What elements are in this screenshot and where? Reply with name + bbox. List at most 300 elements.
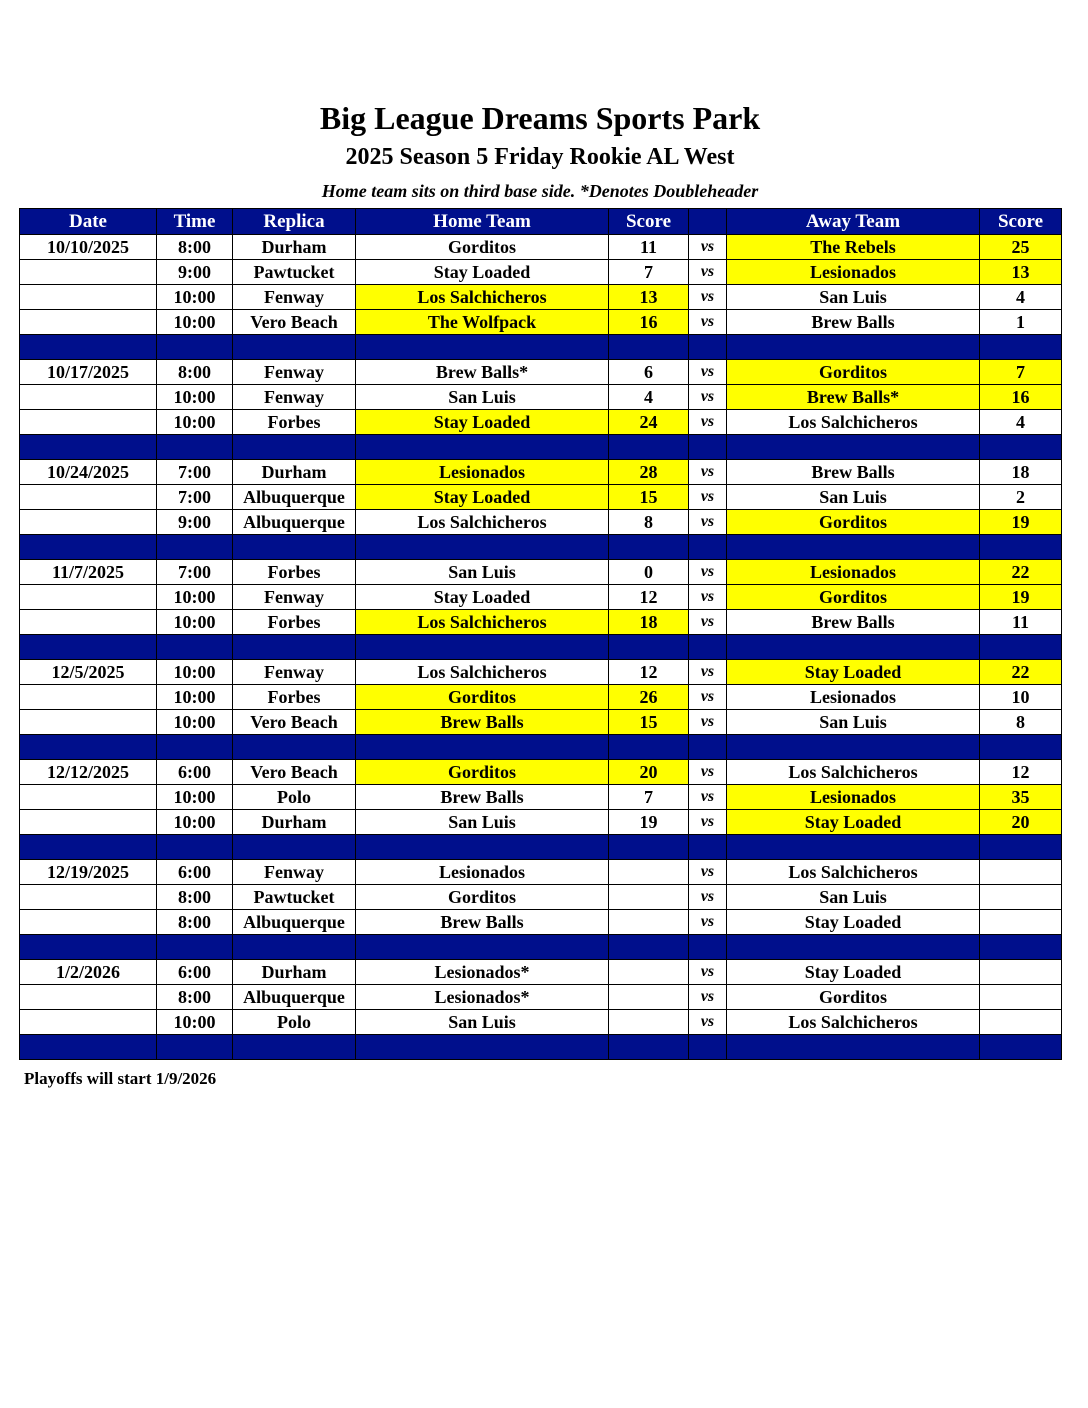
table-row (20, 260, 1062, 285)
time-cell: 10:00 (157, 685, 233, 710)
date-cell (20, 510, 157, 535)
home-score-cell: 20 (609, 760, 689, 785)
away-score-cell (980, 860, 1062, 885)
away-score-cell: 19 (980, 510, 1062, 535)
table-row (20, 985, 1062, 1010)
date-cell: 12/5/2025 (20, 660, 157, 685)
vs-cell: vs (689, 660, 727, 685)
time-cell: 9:00 (157, 260, 233, 285)
date-cell (20, 285, 157, 310)
separator-cell (980, 535, 1062, 560)
replica-cell: Vero Beach (233, 310, 356, 335)
separator-cell (233, 935, 356, 960)
date-cell (20, 310, 157, 335)
replica-cell: Fenway (233, 585, 356, 610)
time-cell: 8:00 (157, 985, 233, 1010)
separator-cell (980, 935, 1062, 960)
away-score-cell (980, 985, 1062, 1010)
away-score-cell: 13 (980, 260, 1062, 285)
home-score-cell: 28 (609, 460, 689, 485)
home-team-cell: Brew Balls (356, 910, 609, 935)
time-cell: 6:00 (157, 860, 233, 885)
away-score-cell: 16 (980, 385, 1062, 410)
away-score-cell (980, 1010, 1062, 1035)
away-score-cell: 10 (980, 685, 1062, 710)
home-team-cell: Brew Balls (356, 785, 609, 810)
away-team-cell: Gorditos (727, 360, 980, 385)
home-score-cell: 13 (609, 285, 689, 310)
away-score-cell: 35 (980, 785, 1062, 810)
away-team-cell: San Luis (727, 285, 980, 310)
date-cell (20, 885, 157, 910)
separator-cell (609, 835, 689, 860)
away-score-cell: 25 (980, 235, 1062, 260)
home-team-cell: Lesionados (356, 460, 609, 485)
separator-cell (356, 735, 609, 760)
home-team-cell: San Luis (356, 1010, 609, 1035)
home-score-cell: 12 (609, 585, 689, 610)
home-score-cell: 18 (609, 610, 689, 635)
separator-cell (20, 835, 157, 860)
separator-cell (233, 835, 356, 860)
column-header-home-score: Score (609, 209, 689, 235)
home-score-cell: 12 (609, 660, 689, 685)
home-score-cell (609, 885, 689, 910)
home-team-cell: San Luis (356, 385, 609, 410)
away-team-cell: Brew Balls (727, 310, 980, 335)
vs-cell: vs (689, 1010, 727, 1035)
home-score-cell: 7 (609, 260, 689, 285)
away-team-cell: San Luis (727, 485, 980, 510)
separator-cell (157, 335, 233, 360)
time-cell: 10:00 (157, 310, 233, 335)
separator-cell (20, 1035, 157, 1060)
replica-cell: Pawtucket (233, 885, 356, 910)
replica-cell: Vero Beach (233, 710, 356, 735)
away-score-cell: 19 (980, 585, 1062, 610)
away-team-cell: Brew Balls* (727, 385, 980, 410)
time-cell: 8:00 (157, 910, 233, 935)
home-score-cell: 19 (609, 810, 689, 835)
replica-cell: Polo (233, 1010, 356, 1035)
vs-cell: vs (689, 235, 727, 260)
replica-cell: Fenway (233, 385, 356, 410)
vs-cell: vs (689, 810, 727, 835)
separator-cell (609, 435, 689, 460)
replica-cell: Forbes (233, 685, 356, 710)
home-score-cell (609, 1010, 689, 1035)
separator-cell (980, 1035, 1062, 1060)
separator-cell (980, 435, 1062, 460)
away-team-cell: San Luis (727, 885, 980, 910)
replica-cell: Albuquerque (233, 910, 356, 935)
date-cell (20, 1010, 157, 1035)
away-team-cell: The Rebels (727, 235, 980, 260)
away-team-cell: Lesionados (727, 685, 980, 710)
time-cell: 10:00 (157, 1010, 233, 1035)
table-row (20, 885, 1062, 910)
separator-cell (689, 535, 727, 560)
home-team-cell: Los Salchicheros (356, 510, 609, 535)
week-separator-row (20, 935, 1062, 960)
vs-cell: vs (689, 385, 727, 410)
date-cell (20, 410, 157, 435)
week-separator-row (20, 635, 1062, 660)
vs-cell: vs (689, 985, 727, 1010)
date-cell (20, 260, 157, 285)
column-header-replica: Replica (233, 209, 356, 235)
vs-cell: vs (689, 885, 727, 910)
home-team-cell: Los Salchicheros (356, 660, 609, 685)
column-header-away-score: Score (980, 209, 1062, 235)
away-team-cell: Stay Loaded (727, 960, 980, 985)
date-cell: 12/12/2025 (20, 760, 157, 785)
date-cell (20, 710, 157, 735)
home-team-cell: Lesionados* (356, 960, 609, 985)
vs-cell: vs (689, 960, 727, 985)
separator-cell (727, 335, 980, 360)
vs-cell: vs (689, 410, 727, 435)
home-team-cell: Gorditos (356, 235, 609, 260)
time-cell: 10:00 (157, 585, 233, 610)
away-score-cell: 12 (980, 760, 1062, 785)
separator-cell (356, 935, 609, 960)
separator-cell (356, 635, 609, 660)
separator-cell (157, 535, 233, 560)
home-score-cell: 4 (609, 385, 689, 410)
separator-cell (157, 435, 233, 460)
separator-cell (20, 335, 157, 360)
table-row (20, 510, 1062, 535)
replica-cell: Durham (233, 960, 356, 985)
page-subtitle: 2025 Season 5 Friday Rookie AL West (345, 144, 735, 170)
table-row (20, 310, 1062, 335)
separator-cell (689, 635, 727, 660)
separator-cell (689, 1035, 727, 1060)
separator-cell (689, 835, 727, 860)
week-separator-row (20, 835, 1062, 860)
home-score-cell: 8 (609, 510, 689, 535)
table-row (20, 585, 1062, 610)
vs-cell: vs (689, 760, 727, 785)
separator-cell (609, 535, 689, 560)
home-score-cell: 16 (609, 310, 689, 335)
time-cell: 8:00 (157, 235, 233, 260)
separator-cell (727, 835, 980, 860)
table-row (20, 910, 1062, 935)
home-team-cell: Stay Loaded (356, 585, 609, 610)
replica-cell: Durham (233, 235, 356, 260)
away-score-cell: 20 (980, 810, 1062, 835)
replica-cell: Fenway (233, 285, 356, 310)
separator-cell (356, 335, 609, 360)
vs-cell: vs (689, 360, 727, 385)
replica-cell: Fenway (233, 660, 356, 685)
date-cell (20, 685, 157, 710)
time-cell: 10:00 (157, 660, 233, 685)
vs-cell: vs (689, 785, 727, 810)
home-team-cell: San Luis (356, 810, 609, 835)
week-separator-row (20, 1035, 1062, 1060)
week-separator-row (20, 335, 1062, 360)
home-team-cell: Stay Loaded (356, 260, 609, 285)
away-team-cell: Stay Loaded (727, 810, 980, 835)
table-row (20, 1010, 1062, 1035)
replica-cell: Forbes (233, 410, 356, 435)
date-cell (20, 985, 157, 1010)
table-row (20, 360, 1062, 385)
replica-cell: Vero Beach (233, 760, 356, 785)
home-score-cell (609, 960, 689, 985)
vs-cell: vs (689, 685, 727, 710)
date-cell: 11/7/2025 (20, 560, 157, 585)
separator-cell (609, 335, 689, 360)
time-cell: 10:00 (157, 410, 233, 435)
separator-cell (20, 635, 157, 660)
table-header-row (20, 209, 1062, 235)
home-score-cell (609, 985, 689, 1010)
replica-cell: Forbes (233, 610, 356, 635)
table-row (20, 485, 1062, 510)
date-cell (20, 785, 157, 810)
separator-cell (609, 735, 689, 760)
away-score-cell: 7 (980, 360, 1062, 385)
column-header-vs (689, 209, 727, 235)
vs-cell: vs (689, 710, 727, 735)
separator-cell (157, 935, 233, 960)
date-cell: 10/24/2025 (20, 460, 157, 485)
table-row (20, 385, 1062, 410)
separator-cell (609, 935, 689, 960)
schedule-note: Home team sits on third base side. *Denotes Doubleheader (321, 181, 759, 201)
away-score-cell: 4 (980, 285, 1062, 310)
home-score-cell: 0 (609, 560, 689, 585)
separator-cell (233, 335, 356, 360)
home-team-cell: Brew Balls (356, 710, 609, 735)
replica-cell: Pawtucket (233, 260, 356, 285)
separator-cell (609, 1035, 689, 1060)
home-score-cell (609, 910, 689, 935)
separator-cell (157, 835, 233, 860)
time-cell: 8:00 (157, 885, 233, 910)
separator-cell (689, 735, 727, 760)
playoffs-note: Playoffs will start 1/9/2026 (24, 1069, 217, 1088)
column-header-away-team: Away Team (727, 209, 980, 235)
table-row (20, 785, 1062, 810)
away-team-cell: Los Salchicheros (727, 410, 980, 435)
time-cell: 6:00 (157, 960, 233, 985)
date-cell (20, 385, 157, 410)
table-row (20, 410, 1062, 435)
separator-cell (727, 1035, 980, 1060)
away-score-cell: 22 (980, 560, 1062, 585)
away-team-cell: Los Salchicheros (727, 860, 980, 885)
away-team-cell: Lesionados (727, 785, 980, 810)
date-cell (20, 810, 157, 835)
column-header-home-team: Home Team (356, 209, 609, 235)
vs-cell: vs (689, 310, 727, 335)
table-row (20, 685, 1062, 710)
separator-cell (727, 735, 980, 760)
replica-cell: Durham (233, 810, 356, 835)
home-team-cell: Los Salchicheros (356, 610, 609, 635)
date-cell (20, 910, 157, 935)
home-score-cell: 6 (609, 360, 689, 385)
date-cell (20, 485, 157, 510)
away-score-cell: 18 (980, 460, 1062, 485)
separator-cell (727, 435, 980, 460)
away-score-cell: 1 (980, 310, 1062, 335)
time-cell: 7:00 (157, 485, 233, 510)
separator-cell (356, 535, 609, 560)
table-row (20, 660, 1062, 685)
table-row (20, 960, 1062, 985)
separator-cell (233, 735, 356, 760)
vs-cell: vs (689, 585, 727, 610)
time-cell: 10:00 (157, 385, 233, 410)
week-separator-row (20, 435, 1062, 460)
week-separator-row (20, 535, 1062, 560)
date-cell (20, 585, 157, 610)
separator-cell (233, 435, 356, 460)
replica-cell: Albuquerque (233, 985, 356, 1010)
schedule-body (20, 235, 1062, 1060)
separator-cell (20, 535, 157, 560)
time-cell: 10:00 (157, 285, 233, 310)
vs-cell: vs (689, 560, 727, 585)
table-row (20, 710, 1062, 735)
away-team-cell: Stay Loaded (727, 660, 980, 685)
separator-cell (356, 1035, 609, 1060)
separator-cell (727, 935, 980, 960)
time-cell: 10:00 (157, 810, 233, 835)
separator-cell (980, 335, 1062, 360)
away-score-cell (980, 885, 1062, 910)
column-header-date: Date (20, 209, 157, 235)
separator-cell (20, 435, 157, 460)
time-cell: 9:00 (157, 510, 233, 535)
separator-cell (233, 1035, 356, 1060)
away-score-cell: 2 (980, 485, 1062, 510)
home-score-cell: 7 (609, 785, 689, 810)
time-cell: 10:00 (157, 710, 233, 735)
separator-cell (233, 535, 356, 560)
separator-cell (980, 835, 1062, 860)
separator-cell (689, 435, 727, 460)
replica-cell: Durham (233, 460, 356, 485)
separator-cell (157, 735, 233, 760)
away-score-cell: 8 (980, 710, 1062, 735)
away-team-cell: Los Salchicheros (727, 760, 980, 785)
column-header-time: Time (157, 209, 233, 235)
vs-cell: vs (689, 510, 727, 535)
time-cell: 8:00 (157, 360, 233, 385)
away-score-cell: 22 (980, 660, 1062, 685)
away-score-cell (980, 960, 1062, 985)
home-team-cell: The Wolfpack (356, 310, 609, 335)
away-team-cell: Stay Loaded (727, 910, 980, 935)
table-row (20, 860, 1062, 885)
replica-cell: Forbes (233, 560, 356, 585)
home-team-cell: San Luis (356, 560, 609, 585)
away-team-cell: Lesionados (727, 260, 980, 285)
separator-cell (20, 935, 157, 960)
replica-cell: Fenway (233, 360, 356, 385)
date-cell: 12/19/2025 (20, 860, 157, 885)
home-score-cell: 11 (609, 235, 689, 260)
home-team-cell: Lesionados* (356, 985, 609, 1010)
home-team-cell: Stay Loaded (356, 485, 609, 510)
away-score-cell: 11 (980, 610, 1062, 635)
separator-cell (689, 935, 727, 960)
separator-cell (609, 635, 689, 660)
home-team-cell: Lesionados (356, 860, 609, 885)
home-score-cell: 15 (609, 485, 689, 510)
vs-cell: vs (689, 610, 727, 635)
home-team-cell: Gorditos (356, 885, 609, 910)
vs-cell: vs (689, 260, 727, 285)
schedule-table (19, 208, 1062, 1060)
table-row (20, 235, 1062, 260)
replica-cell: Fenway (233, 860, 356, 885)
home-team-cell: Stay Loaded (356, 410, 609, 435)
away-team-cell: Brew Balls (727, 460, 980, 485)
away-team-cell: Gorditos (727, 585, 980, 610)
date-cell: 10/17/2025 (20, 360, 157, 385)
time-cell: 6:00 (157, 760, 233, 785)
date-cell (20, 610, 157, 635)
vs-cell: vs (689, 910, 727, 935)
replica-cell: Albuquerque (233, 485, 356, 510)
home-team-cell: Los Salchicheros (356, 285, 609, 310)
vs-cell: vs (689, 860, 727, 885)
away-team-cell: Brew Balls (727, 610, 980, 635)
page-title: Big League Dreams Sports Park (319, 100, 761, 136)
separator-cell (980, 735, 1062, 760)
home-score-cell: 26 (609, 685, 689, 710)
replica-cell: Albuquerque (233, 510, 356, 535)
away-score-cell (980, 910, 1062, 935)
week-separator-row (20, 735, 1062, 760)
separator-cell (727, 535, 980, 560)
home-team-cell: Gorditos (356, 760, 609, 785)
separator-cell (356, 835, 609, 860)
separator-cell (980, 635, 1062, 660)
separator-cell (727, 635, 980, 660)
table-row (20, 810, 1062, 835)
separator-cell (157, 1035, 233, 1060)
table-row (20, 460, 1062, 485)
replica-cell: Polo (233, 785, 356, 810)
away-team-cell: Los Salchicheros (727, 1010, 980, 1035)
time-cell: 10:00 (157, 610, 233, 635)
separator-cell (356, 435, 609, 460)
separator-cell (233, 635, 356, 660)
separator-cell (157, 635, 233, 660)
time-cell: 7:00 (157, 460, 233, 485)
away-team-cell: Lesionados (727, 560, 980, 585)
away-team-cell: Gorditos (727, 510, 980, 535)
separator-cell (20, 735, 157, 760)
separator-cell (689, 335, 727, 360)
home-score-cell: 24 (609, 410, 689, 435)
away-team-cell: San Luis (727, 710, 980, 735)
away-score-cell: 4 (980, 410, 1062, 435)
home-score-cell (609, 860, 689, 885)
time-cell: 10:00 (157, 785, 233, 810)
table-row (20, 560, 1062, 585)
vs-cell: vs (689, 460, 727, 485)
